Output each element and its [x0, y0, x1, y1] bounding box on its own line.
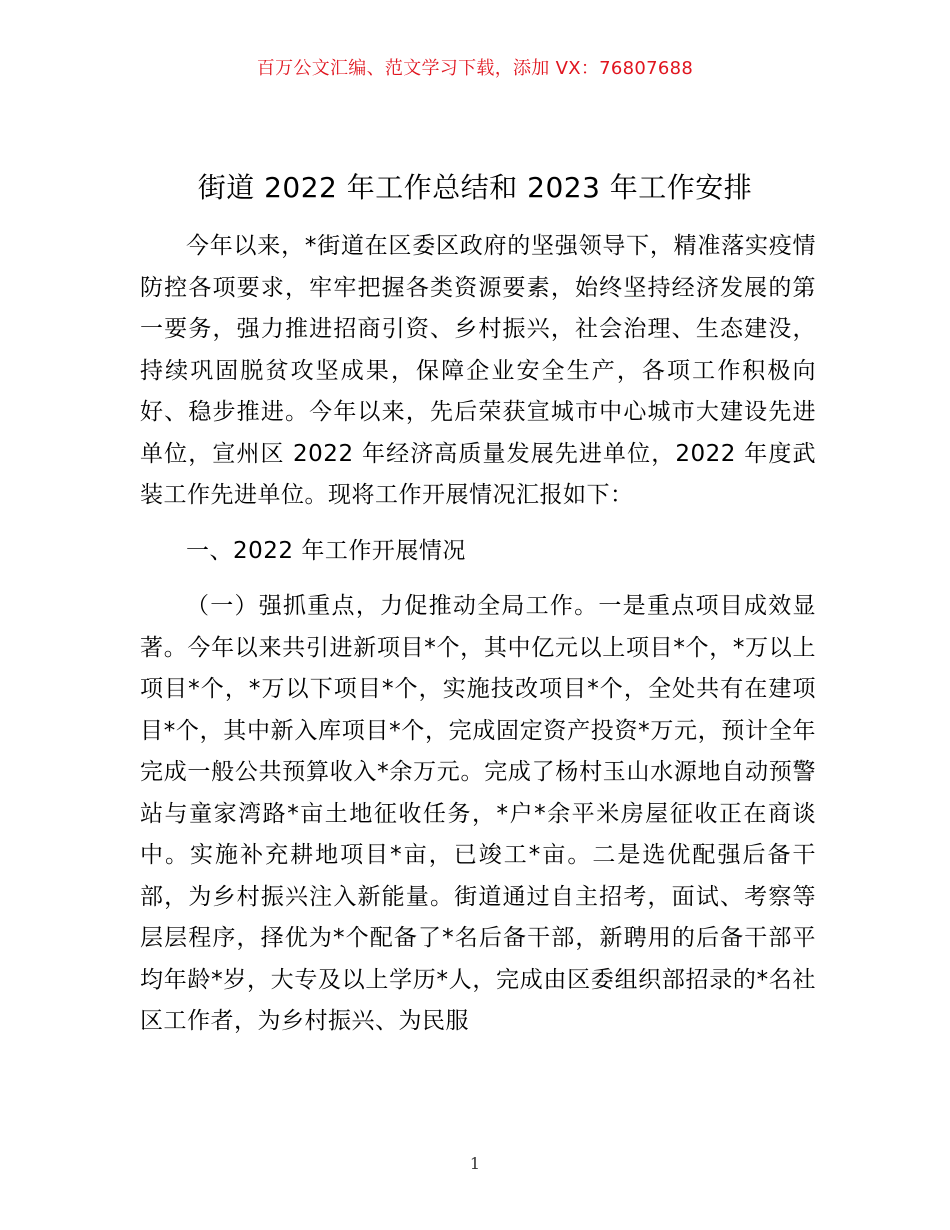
intro-paragraph: 今年以来，*街道在区委区政府的坚强领导下，精准落实疫情防控各项要求，牢牢把握各类资源要素，始终坚持经济发展的第一要务，强力推进招商引资、乡村振兴，社会治理、生态建没，持续巩固脱贫攻坚成果，保障企业安全生产，各项工作积极向好、稳步推进。今年以来，先后荣获宣城市中心城市大建设先进单位，宣州区 2022 年经济高质量发展先进单位，2022 年度武装工作先进单位。现将工作开展情况汇报如下：	[140, 233, 816, 508]
subsection-paragraph: （一）强抓重点，力促推动全局工作。一是重点项目成效显著。今年以来共引进新项目*个，其中亿元以上项目*个，*万以上项目*个，*万以下项目*个，实施技改项目*个，全处共有在建项目*个，其中新入库项目*个，完成固定资产投资*万元，预计全年完成一般公共预算收入*余万元。完成了杨村玉山水源地自动预警站与童家湾路*亩土地征收任务，*户*余平米房屋征收正在商谈中。实施补充耕地项目*亩，已竣工*亩。二是选优配强后备干部，为乡村振兴注入新能量。街道通过自主招考，面试、考察等层层程序，择优为*个配备了*名后备干部，新聘用的后备干部平均年龄*岁，大专及以上学历*人，完成由区委组织部招录的*名社区工作者，为乡村振兴、为民服	[140, 593, 816, 1034]
document-title: 街道 2022 年工作总结和 2023 年工作安排	[197, 171, 753, 204]
header-banner: 百万公文汇编、范文学习下载，添加 VX：76807688	[256, 58, 694, 79]
section-heading: 一、2022 年工作开展情况	[186, 537, 466, 564]
document-body	[140, 226, 816, 1043]
page-number: 1	[469, 1154, 481, 1173]
